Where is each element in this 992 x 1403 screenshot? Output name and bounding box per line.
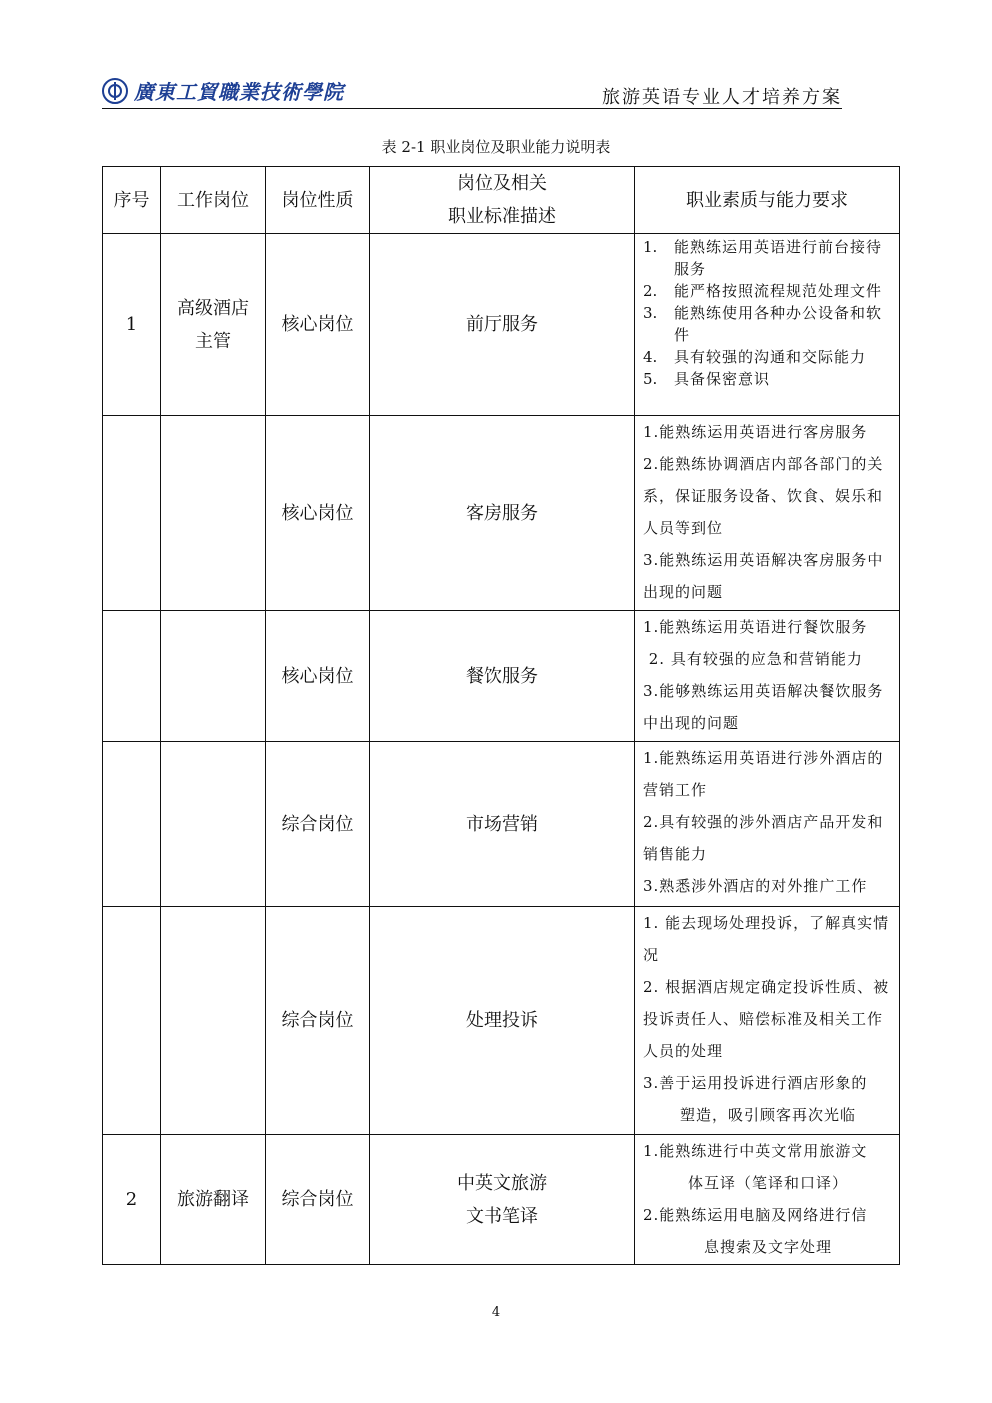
requirement-line: 2. 具有较强的应急和营销能力 (643, 650, 863, 668)
row-nature: 综合岗位 (266, 742, 370, 907)
list-item-number: 2. (643, 282, 658, 300)
list-item-number: 3. (643, 304, 658, 322)
list-item (643, 302, 893, 346)
list-item-text: 能严格按照流程规范处理文件 (674, 282, 883, 300)
header-job: 工作岗位 (161, 167, 266, 234)
list-item-number: 5. (643, 370, 658, 388)
requirement-line: 1.能熟练运用英语进行客房服务 (643, 423, 868, 441)
requirement-line: 2.能熟练协调酒店内部各部门的关系，保证服务设备、饮食、娱乐和人员等到位 (643, 455, 884, 537)
row-job (161, 234, 266, 416)
list-item-text: 具有较强的沟通和交际能力 (674, 348, 867, 366)
row-desc: 市场营销 (370, 742, 635, 907)
row-index (103, 742, 161, 907)
row-job-line1: 高级酒店 (177, 297, 249, 319)
row-desc (370, 1135, 635, 1265)
row-index (103, 416, 161, 611)
row-desc-line2: 文书笔译 (466, 1205, 538, 1227)
row-desc-line1: 中英文旅游 (457, 1172, 547, 1194)
requirement-line: 3.能熟练运用英语解决客房服务中出现的问题 (643, 551, 884, 601)
list-item-text: 具备保密意识 (674, 370, 771, 388)
row-job (161, 416, 266, 611)
list-item (643, 368, 893, 390)
list-item (643, 236, 893, 280)
table-caption: 表 2-1 职业岗位及职业能力说明表 (381, 138, 611, 156)
list-item-text: 能熟练运用英语进行前台接待服务 (674, 238, 883, 278)
list-item-text: 能熟练使用各种办公设备和软件 (674, 304, 883, 344)
row-job (161, 742, 266, 907)
list-item (643, 346, 893, 368)
document-title: 旅游英语专业人才培养方案 (602, 87, 842, 108)
row-desc: 处理投诉 (370, 907, 635, 1135)
row-desc: 前厅服务 (370, 234, 635, 416)
row-nature: 核心岗位 (266, 611, 370, 742)
table-header-row (103, 167, 900, 234)
header-desc (370, 167, 635, 234)
header-desc-line2: 职业标准描述 (448, 206, 556, 227)
table-row (103, 907, 900, 1135)
row-requirements (635, 1135, 900, 1265)
row-job (161, 611, 266, 742)
school-seal-icon (102, 78, 128, 104)
row-index: 2 (103, 1135, 161, 1265)
requirement-line: 体互译（笔译和口译） (687, 1174, 848, 1192)
requirement-line: 1.能熟练运用英语进行涉外酒店的营销工作 (643, 749, 884, 799)
page-number: 4 (491, 1305, 501, 1320)
school-name: 廣東工貿職業技術學院 (134, 80, 344, 104)
page-header (102, 70, 842, 110)
row-requirements (635, 234, 900, 416)
list-item-number: 4. (643, 348, 658, 366)
requirement-line: 3.熟悉涉外酒店的对外推广工作 (643, 877, 868, 895)
header-req: 职业素质与能力要求 (635, 167, 900, 234)
requirement-line: 3.善于运用投诉进行酒店形象的 (643, 1074, 868, 1092)
requirement-line: 3.能够熟练运用英语解决餐饮服务中出现的问题 (643, 682, 884, 732)
row-nature: 核心岗位 (266, 234, 370, 416)
row-nature: 综合岗位 (266, 1135, 370, 1265)
row-requirements (635, 416, 900, 611)
requirement-line: 1.能熟练进行中英文常用旅游文 (643, 1142, 868, 1160)
requirement-line: 2.能熟练运用电脑及网络进行信 (643, 1206, 868, 1224)
header-index: 序号 (103, 167, 161, 234)
row-requirements (635, 742, 900, 907)
row-requirements (635, 907, 900, 1135)
row-job-line2: 主管 (195, 330, 231, 352)
requirement-line: 息搜索及文字处理 (703, 1238, 832, 1256)
table-row (103, 742, 900, 907)
header-desc-line1: 岗位及相关 (457, 173, 547, 194)
table-row (103, 611, 900, 742)
table-row (103, 416, 900, 611)
job-ability-table (102, 166, 900, 1265)
school-logo (102, 76, 344, 105)
header-rule (102, 108, 842, 109)
requirement-line: 塑造，吸引顾客再次光临 (679, 1106, 856, 1124)
row-desc: 餐饮服务 (370, 611, 635, 742)
requirement-line: 1.能熟练运用英语进行餐饮服务 (643, 618, 868, 636)
table-row (103, 1135, 900, 1265)
row-desc: 客房服务 (370, 416, 635, 611)
row-job (161, 907, 266, 1135)
list-item (643, 280, 893, 302)
requirement-line: 1. 能去现场处理投诉，了解真实情况 (643, 914, 890, 964)
list-item-number: 1. (643, 238, 658, 256)
row-nature: 核心岗位 (266, 416, 370, 611)
row-nature: 综合岗位 (266, 907, 370, 1135)
header-nature: 岗位性质 (266, 167, 370, 234)
requirement-line: 2. 根据酒店规定确定投诉性质、被投诉责任人、赔偿标准及相关工作人员的处理 (643, 978, 890, 1060)
row-job: 旅游翻译 (161, 1135, 266, 1265)
row-requirements (635, 611, 900, 742)
row-index (103, 907, 161, 1135)
table-row (103, 234, 900, 416)
row-index (103, 611, 161, 742)
row-index: 1 (103, 234, 161, 416)
requirement-line: 2.具有较强的涉外酒店产品开发和销售能力 (643, 813, 884, 863)
